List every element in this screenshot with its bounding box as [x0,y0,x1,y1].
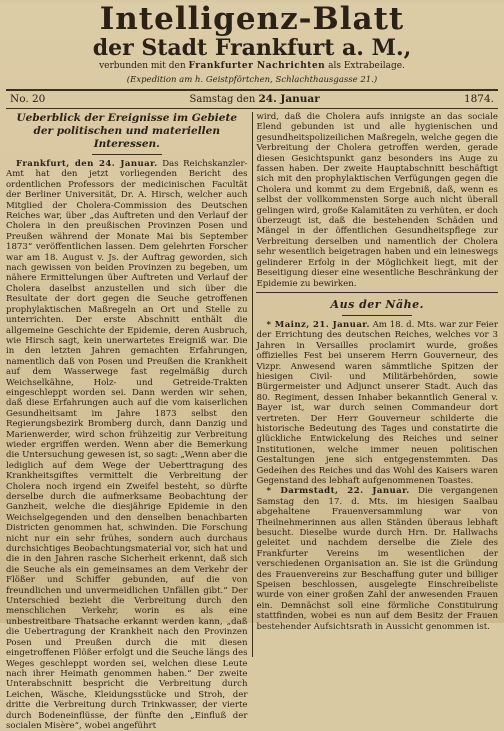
overview-article-body: Das Reichskanzler-Amt hat den jetzt vorliegenden Bericht des ordentlichen Professors der medicinischen Facultät der Berliner Universität, Dr. A. Hirsch, welcher auch Mitglied der Cholera-Commission des Deutschen Reiches war, über „das Auftreten und den Verlauf der Cholera in den preußischen Provinzen Posen und Preußen während der Monate Mai bis September 1873“ veröffentlichen lassen. Dem gelehrten Forscher war am 18. August v. Js. der Auftrag geworden, sich nach gewissen von beiden Provinzen zu begeben, um nähere Ermittelungen über Auftreten und Verlauf der Cholera daselbst anzustellen und sich über die Resultate der dort gegen die Seuche getroffenen prophylaktischen Maßregeln an Ort und Stelle zu unterrichten. Der erste Abschnitt enthält die allgemeine Geschichte der Epidemie, deren Ausbruch, wie Hirsch sagt, kein unerwartetes Ereigniß war. Die in den letzten Jahren gemachten Erfahrungen, namentlich daß von Posen und Preußen die Krankheit auf dem Wasserwege fast regelmäßig durch Weichselkähne, Holz- und Getreide-Trakten eingeschleppt worden sei. Dann werden wir sehen, daß diese Erfahrungen auch auf die vom kaiserlichen Gesundheitsamt im Jahre 1873 selbst den Regierungsbezirk Bromberg durch, dann Danzig und Marienwerder, wird schon frühzeitig zur Verbreitung wieder ergriffen werden. Wenn aber die Bemerkung die Untersuchung gewesen ist, so sagt: „Wenn aber die lediglich auf dem Wege der Ueberttragung des Krankheitsgiftes vermittelt die Verbreitung der Cholera noch irgend ein Zweifel besteht, so dürfte derselbe durch die aufmerksame Beobachtung der Ganzheit, welche die diesjährige Epidemie in den Weichselgegenden und den denselben benachbarten Districten genommen hat, schwinden. Die Forschung nicht nur ein sehr frühes, sondern auch durchaus durchsichtiges Beobachtungsmaterial vor, sich hat und die in den Jahren rasche Sicherheit erkennt, daß sich die Seuche als ein gemeinsames an dem Verkehr der Flößer und Schiffer gebunden, auf die von freundlichen und unvermeidlichen Unfällen gibt.“ Der Unterschied bezieht die Verbreitung durch den menschlichen Verkehr, worin es als eine unbestreitbare Thatsache erkannt werden kann, „daß die Uebertragung der Krankheit nach den Provinzen Posen und Preußen durch die mit diesen eingetroffenen Flößer erfolgt und die Seuche längs des Weges geschleppt worden sei, welchen diese Leute nach ihrer Heimath genommen haben.“ Der zweite Unterabschnitt bespricht die Verbreitung durch Leichen, Wäsche, Kleidungsstücke und Stroh, der dritte die Verbreitung durch Trinkwasser, der vierte durch Bodeneinflüsse, der fünfte den „Einfluß der socialen Misère“, wobei angeführt [6,159,248,731]
newspaper-page [0,1,504,731]
issue-day: 24. Januar [258,93,320,105]
section-title-aus-der-naehe: Aus der Nähe. [330,297,424,311]
darmstadt-dateline: * Darmstadt, 22. Januar. [266,486,410,497]
headline-divider [92,154,162,155]
article-columns [6,112,498,731]
left-column [6,112,248,731]
darmstadt-article-body: Die vergangenen Samstag den 17. d. Mts. im hiesigen Saalbau abgehaltene Frauenversammlung war von Theilnehmerinnen aus allen Ständen überaus lebhaft besucht. Dieselbe wurde durch Hrn. Dr. Hallwachs geleitet und nachdem derselbe die Ziele des Frankfurter Vereins im wesentlichen der verschiedenen Organisation an. Sie ist die Gründung des Frauenvereins zur Beschaffung guter und billiger Speisen beschlossen, ausgelegte Einschreibeliste wurde von einer großen Zahl der anwesenden Frauen ein. Demnächst soll eine förmliche Constituirung stattfinden, wobei es nun auf dem Besitz der Frauen bestehender Aufsichtsrath in Aussicht genommen ist. [256,486,498,632]
newspaper-title: Intelligenz-Blatt [99,1,405,37]
expedition-address: (Expedition am h. Geistpförtchen, Schlachthausgasse 21.) [126,75,378,85]
issue-number: No. 20 [10,93,46,105]
supplement-pre: verbunden mit den [99,61,186,71]
issue-weekday: Samstag den [189,94,256,105]
overview-article-continued: wird, daß die Cholera aufs innigste an das sociale Elend gebunden ist und alle hygienischen und gesundheitspolizeilichen Maßregeln, welche gegen die Verbreitung der Cholera getroffen werden, gerade diesen Gesichtspunkt ganz besonders ins Auge zu fassen haben. Der zweite Hauptabschnitt beschäftigt sich mit den prophylaktischen Verfügungen gegen die Cholera und kommt zu dem Ergebniß, daß, wenn es selbst der vollkommensten Sorge auch nicht überall gelingen wird, große Kalamitäten zu verhüten, er doch überzeugt ist, daß die bestehenden Schäden und Mängel in der öffentlichen Gesundheitspflege zur Verbreitung derselben und namentlich der Cholera sehr wesentlich beigetragen haben und ein leineswegs gelinderer Erfolg in der Möglichkeit liegt, mit der Beseitigung dieser eine wesentliche Beschränkung der Epidemie zu bewirken. [256,112,498,289]
supplement-post: als Extrabeilage. [328,61,405,71]
column-rule [252,112,253,657]
issue-bar [6,89,498,109]
right-column [256,112,498,657]
masthead [6,2,498,87]
section-divider [256,292,498,293]
darmstadt-article [256,486,498,632]
mainz-dateline: * Mainz, 21. Januar. [266,319,370,330]
issue-year: 1874. [463,93,494,105]
issue-date [190,92,320,107]
overview-headline: Ueberblick der Ereignisse im Gebiete der politischen und materiellen Interessen. [16,112,237,150]
supplement-paper-name: Frankfurter Nachrichten [188,61,326,71]
mainz-article [256,320,498,487]
section-title-divider [342,315,412,316]
frankfurt-dateline: Frankfurt, den 24. Januar. [16,159,158,169]
newspaper-subtitle: der Stadt Frankfurt a. M., [92,35,412,61]
mainz-article-body: Am 18. d. Mts. war zur Feier der Errichtung des deutschen Reiches, welches vor 3 Jahren in Versailles proclamirt wurde, großes offizielles Fest bei unserem Herrn Gouverneur, des Vizpr. Anwesend waren sämmtliche Spitzen der hiesigen Civil- und Militärbehörden, sowie Bürgermeister und Adjunct unserer Stadt. Auch das 80. Regiment, dessen Inhaber bekanntlich General v. Bayer ist, war durch seinen Commandeur dort vertreten. Der Herr Gouverneur schilderte die historische Bedeutung des Tages und constatirte die glückliche Entwickelung des Reiches und seiner Institutionen, welche immer neuen politischen Gestaltungen jene sich entgegenstemmten. Das Gedeihen des Reiches und das Wohl des Kaisers waren Gegenstand des lebhaft aufgenommenen Toastes. [256,319,498,486]
supplement-line [6,60,498,73]
overview-article [6,159,248,731]
